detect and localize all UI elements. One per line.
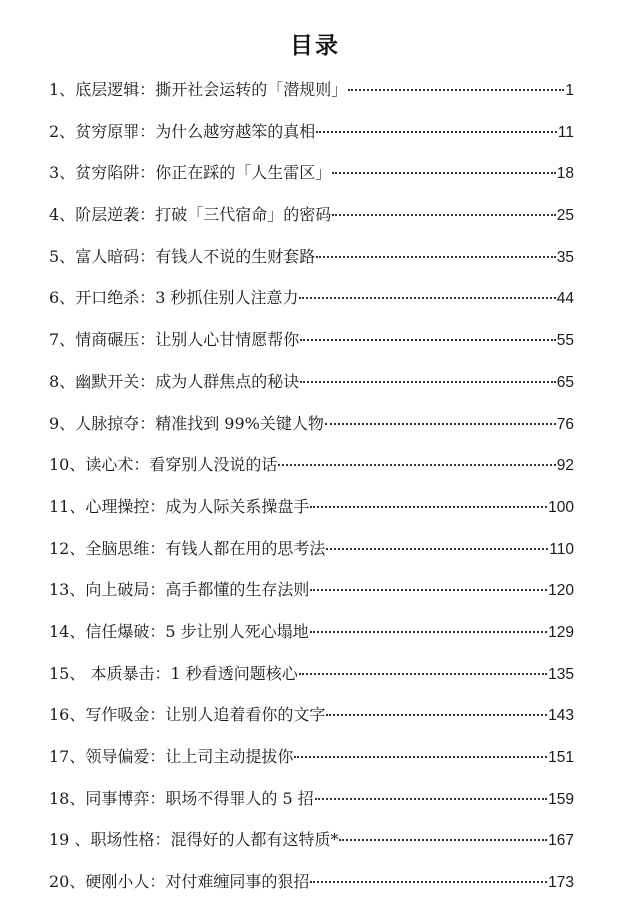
toc-entry-page: 35	[556, 248, 574, 266]
toc-entry-page: 173	[548, 874, 574, 892]
toc-entry[interactable]	[49, 493, 574, 535]
toc-entry-title: 情商碾压：让别人心甘情愿帮你	[75, 330, 300, 350]
toc-entry-number: 13、	[49, 580, 86, 600]
toc-entry-title: 富人暗码：有钱人不说的生财套路	[75, 246, 316, 266]
toc-entry-number: 18、	[49, 788, 86, 808]
toc-dot-leader	[278, 464, 555, 466]
toc-dot-leader	[325, 423, 556, 425]
toc-entry-number: 20、	[49, 872, 86, 892]
toc-entry-number: 16、	[49, 705, 86, 725]
toc-entry[interactable]	[49, 159, 574, 201]
toc-entry-page: 25	[556, 207, 574, 225]
toc-entry-title: 幽默开关：成为人群焦点的秘诀	[75, 371, 300, 391]
toc-entry-number: 11、	[49, 496, 86, 516]
toc-entry[interactable]	[49, 743, 574, 785]
toc-entry-number: 7、	[49, 330, 76, 350]
toc-entry[interactable]	[49, 326, 574, 368]
toc-dot-leader	[310, 631, 547, 633]
toc-dot-leader	[315, 798, 547, 800]
toc-dot-leader	[326, 548, 548, 550]
toc-entry[interactable]	[49, 243, 574, 285]
toc-entry-page: 44	[556, 290, 574, 308]
toc-dot-leader	[310, 506, 547, 508]
table-of-contents	[49, 76, 574, 910]
toc-entry[interactable]	[49, 826, 574, 868]
toc-entry-number: 17、	[49, 747, 86, 766]
toc-dot-leader	[348, 89, 564, 91]
toc-dot-leader	[332, 214, 556, 216]
toc-entry-page: 1	[565, 82, 574, 99]
toc-entry-page: 11	[557, 123, 574, 141]
toc-entry-title: 心理操控：成为人际关系操盘手	[85, 496, 310, 516]
toc-entry-number: 5、	[49, 246, 76, 266]
toc-entry-number: 1、	[49, 80, 76, 99]
toc-entry[interactable]	[49, 451, 574, 493]
toc-entry-number: 10、	[49, 455, 86, 475]
toc-entry[interactable]	[49, 118, 574, 160]
toc-dot-leader	[332, 172, 556, 174]
toc-entry-number: 3、	[49, 163, 76, 183]
page-title: 目录	[290, 33, 340, 59]
toc-entry[interactable]	[49, 618, 574, 660]
toc-entry-page: 151	[548, 749, 574, 766]
toc-entry-title: 贫穷原罪：为什么越穷越笨的真相	[75, 121, 316, 141]
toc-entry[interactable]	[49, 284, 574, 326]
toc-entry-number: 4、	[49, 205, 76, 225]
toc-entry-number: 12、	[49, 538, 86, 558]
toc-entry-title: 全脑思维：有钱人都在用的思考法	[85, 538, 326, 558]
toc-entry[interactable]	[49, 576, 574, 618]
toc-entry-number: 2、	[49, 121, 76, 141]
toc-entry-title: 信任爆破：5 步让别人死心塌地	[85, 621, 309, 641]
toc-entry-title: 职场性格：混得好的人都有这特质*	[90, 830, 339, 850]
toc-entry-page: 65	[556, 373, 574, 391]
toc-dot-leader	[294, 756, 547, 758]
toc-entry-page: 143	[548, 707, 574, 725]
toc-entry[interactable]	[49, 660, 574, 702]
toc-entry-page: 92	[556, 457, 574, 475]
toc-dot-leader	[299, 673, 547, 675]
toc-entry-page: 110	[549, 540, 574, 558]
toc-dot-leader	[300, 381, 556, 383]
toc-entry-page: 129	[548, 623, 574, 641]
toc-entry[interactable]	[49, 535, 574, 577]
toc-entry-page: 100	[548, 498, 574, 516]
toc-dot-leader	[300, 339, 556, 341]
toc-dot-leader	[339, 839, 547, 841]
toc-entry-title: 底层逻辑：撕开社会运转的「潜规则」	[75, 80, 348, 99]
toc-entry-page: 167	[548, 832, 574, 850]
toc-entry-title: 写作吸金：让别人追着看你的文字	[85, 705, 326, 725]
toc-entry-page: 135	[548, 665, 574, 683]
toc-dot-leader	[316, 131, 557, 133]
toc-dot-leader	[316, 256, 556, 258]
toc-entry-number: 15、	[49, 663, 86, 683]
toc-entry-page: 159	[548, 790, 574, 808]
toc-dot-leader	[326, 714, 547, 716]
toc-entry-page: 18	[556, 165, 574, 183]
toc-entry-title: 领导偏爱：让上司主动提拔你	[85, 747, 294, 766]
toc-entry-number: 6、	[49, 288, 76, 308]
toc-entry[interactable]	[49, 701, 574, 743]
toc-entry[interactable]	[49, 368, 574, 410]
toc-dot-leader	[299, 297, 555, 299]
toc-entry-number: 14、	[49, 621, 86, 641]
toc-dot-leader	[310, 881, 547, 883]
toc-entry[interactable]	[49, 76, 574, 118]
toc-entry-title: 开口绝杀：3 秒抓住别人注意力	[75, 288, 299, 308]
toc-entry-title: 同事博弈：职场不得罪人的 5 招	[85, 788, 314, 808]
toc-entry-page: 120	[548, 582, 574, 600]
toc-entry[interactable]	[49, 785, 574, 827]
toc-entry-number: 19 、	[49, 830, 91, 850]
toc-entry-title: 硬刚小人：对付难缠同事的狠招	[85, 872, 310, 892]
toc-entry[interactable]	[49, 410, 574, 452]
toc-entry-title: 读心术：看穿别人没说的话	[85, 455, 278, 475]
toc-entry-title: 本质暴击：1 秒看透问题核心	[85, 663, 298, 683]
toc-entry-title: 人脉掠夺：精准找到 99%关键人物	[75, 413, 324, 433]
toc-entry-number: 9、	[49, 413, 76, 433]
toc-entry-number: 8、	[49, 371, 76, 391]
toc-entry-title: 贫穷陷阱：你正在踩的「人生雷区」	[75, 163, 332, 183]
toc-entry[interactable]	[49, 868, 574, 910]
toc-entry-page: 55	[556, 332, 574, 350]
toc-dot-leader	[310, 589, 547, 591]
toc-entry-title: 阶层逆袭：打破「三代宿命」的密码	[75, 205, 332, 225]
toc-entry-title: 向上破局：高手都懂的生存法则	[85, 580, 310, 600]
toc-entry-page: 76	[556, 415, 574, 433]
toc-entry[interactable]	[49, 201, 574, 243]
